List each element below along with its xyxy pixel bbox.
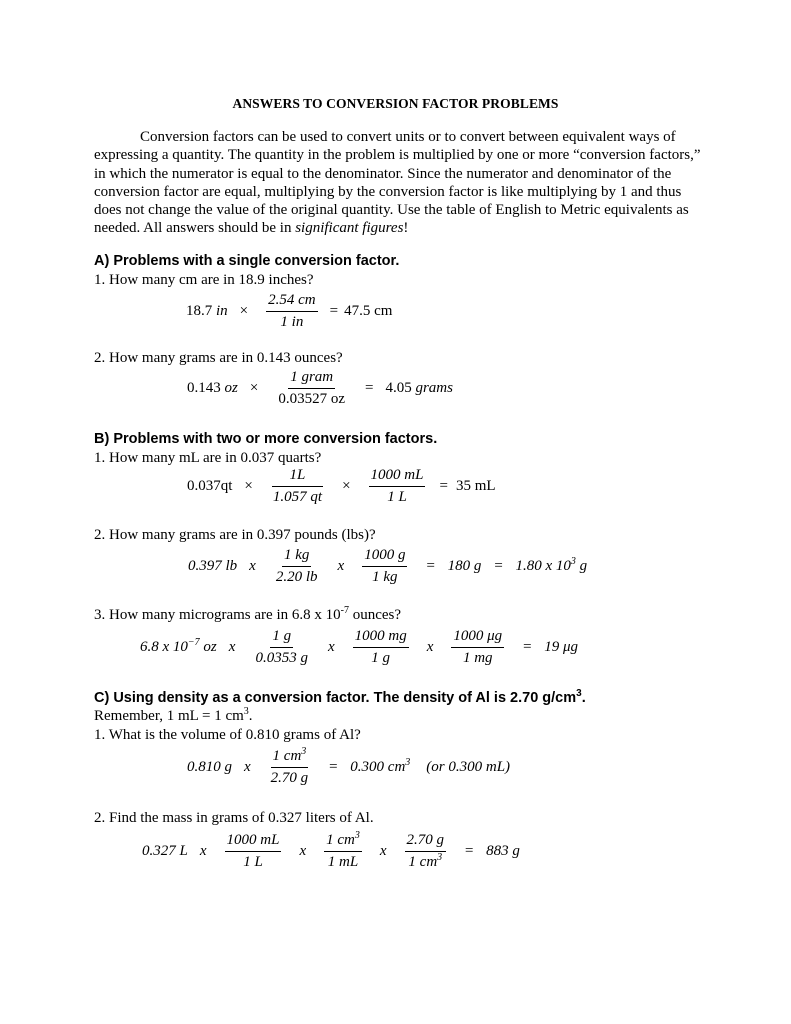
factor-numerator: 1000 mg — [353, 628, 409, 648]
equation-a1 — [186, 292, 392, 331]
factor-denominator: 1 g — [371, 650, 391, 666]
factor-denominator: 1.057 qt — [272, 489, 323, 505]
multiply-sign: x — [379, 843, 387, 859]
factor-numerator: 1000 mL — [225, 832, 282, 852]
section-a-heading: A) Problems with a single conversion factor. — [94, 253, 400, 269]
factor-numerator: 1 g — [270, 628, 293, 648]
question-b1: 1. How many mL are in 0.037 quarts? — [94, 450, 322, 466]
multiply-sign: x — [327, 639, 335, 655]
factor-denominator: 0.0353 g — [255, 650, 308, 666]
multiply-sign: x — [337, 558, 345, 574]
multiply-sign: x — [244, 759, 251, 775]
factor-numerator: 1 kg — [282, 547, 311, 567]
conversion-factor — [266, 292, 318, 331]
factor-numerator: 1L — [272, 467, 324, 487]
multiply-sign: x — [199, 843, 207, 859]
result: 4.05 grams — [385, 380, 453, 396]
multiply-sign: x — [299, 843, 307, 859]
question-b2: 2. How many grams are in 0.397 pounds (lbs)? — [94, 527, 376, 543]
intro-paragraph — [94, 128, 704, 238]
start-value: 6.8 x $10^{-7}$ oz — [140, 637, 217, 655]
question-a1: 1. How many cm are in 18.9 inches? — [94, 272, 314, 288]
remember-note: Remember, 1 mL = 1 $cm^3$. — [94, 706, 253, 724]
equals-sign: = — [425, 558, 436, 574]
section-c-heading: C) Using density as a conversion factor. The density of Al is 2.70 $g/cm^3$. — [94, 688, 586, 706]
multiply-sign: × — [244, 478, 253, 494]
question-c2: 2. Find the mass in grams of 0.327 liters of Al. — [94, 810, 374, 826]
conversion-factor — [276, 369, 347, 408]
factor-denominator: 0.03527 oz — [278, 391, 345, 407]
result-grams: 180 g — [447, 558, 482, 574]
start-value: 0.327 L — [142, 843, 188, 859]
equals-sign: = — [328, 759, 339, 775]
equation-c1 — [187, 748, 510, 787]
factor-numerator: 1000 μg — [451, 628, 504, 648]
factor-denominator: 1 $cm^3$ — [408, 852, 443, 870]
multiply-sign: x — [249, 558, 256, 574]
factor-numerator: 1000 mL — [369, 467, 426, 487]
factor-numerator: 1000 g — [362, 547, 407, 567]
equals-sign: = — [329, 303, 339, 319]
factor-numerator: 2.70 g — [405, 832, 447, 852]
factor-denominator: 1 in — [280, 314, 304, 330]
density-factor — [269, 748, 311, 787]
question-b3: 3. How many micrograms are in 6.8 x $10^{-7}$ ounces? — [94, 605, 402, 623]
factor-denominator: 2.70 g — [270, 770, 309, 786]
equation-b2 — [188, 547, 587, 586]
result: 883 g — [486, 843, 520, 859]
factor-numerator: 2.54 cm — [266, 292, 318, 312]
equation-b1 — [187, 467, 496, 506]
equals-sign: = — [464, 843, 475, 859]
equals-sign-2: = — [493, 558, 504, 574]
conversion-factor-1 — [253, 628, 310, 667]
equation-a2 — [187, 369, 453, 408]
question-c1: 1. What is the volume of 0.810 grams of Al? — [94, 727, 361, 743]
conversion-factor-3 — [451, 628, 504, 667]
result: 0.300 $cm^3$ — [350, 757, 411, 775]
result: 47.5 cm — [344, 303, 393, 319]
start-value: 0.397 lb — [188, 558, 238, 574]
equals-sign: = — [439, 478, 448, 494]
alternate-result: (or 0.300 mL) — [426, 759, 511, 775]
equation-b3 — [140, 628, 578, 667]
factor-numerator: 1 $cm^3$ — [271, 748, 309, 768]
conversion-factor-2 — [324, 832, 362, 871]
equals-sign: = — [522, 639, 533, 655]
conversion-factor-1 — [271, 467, 324, 506]
start-value: 0.810 g — [187, 759, 232, 775]
start-value: 18.7 in — [186, 303, 228, 319]
multiply-sign: x — [426, 639, 434, 655]
intro-emphasis: significant figures — [295, 220, 404, 237]
section-b-heading: B) Problems with two or more conversion factors. — [94, 431, 438, 447]
factor-denominator: 1 L — [387, 489, 407, 505]
intro-text-end: ! — [403, 220, 409, 237]
factor-denominator: 2.20 lb — [275, 569, 318, 585]
factor-numerator: 1 gram — [288, 369, 335, 389]
density-factor — [405, 832, 447, 871]
factor-denominator: 1 mL — [327, 854, 359, 870]
multiply-sign: x — [228, 639, 236, 655]
multiply-sign: × — [239, 303, 249, 319]
start-value: 0.143 oz — [187, 380, 238, 396]
conversion-factor-1 — [225, 832, 282, 871]
question-a2: 2. How many grams are in 0.143 ounces? — [94, 350, 343, 366]
equation-c2 — [142, 832, 520, 871]
equals-sign: = — [364, 380, 374, 396]
factor-denominator: 1 mg — [462, 650, 493, 666]
multiply-sign: × — [249, 380, 259, 396]
result: 19 μg — [544, 639, 579, 655]
page-title: ANSWERS TO CONVERSION FACTOR PROBLEMS — [232, 96, 559, 111]
conversion-factor-1 — [274, 547, 320, 586]
conversion-factor-2 — [369, 467, 426, 506]
start-value: 0.037qt — [187, 478, 233, 494]
intro-text: Conversion factors can be used to convert units or to convert between equivalent ways of expressing a quantity. The quantity in the problem is multiplied by one or more “conversion factors,” in which the numerator is equal to the denominator. Since the numerator and denominator of the conversion factor are equal, multiplying by the conversion factor is like multiplying by 1 and thus does not change the value of the original quantity. Use the table of English to Metric equivalents as needed. All answers should be in — [94, 129, 701, 237]
factor-denominator: 1 kg — [372, 569, 398, 585]
factor-denominator: 1 L — [243, 854, 263, 870]
factor-numerator: 1 $cm^3$ — [324, 832, 362, 852]
conversion-factor-2 — [353, 628, 409, 667]
conversion-factor-2 — [362, 547, 407, 586]
multiply-sign: × — [342, 478, 351, 494]
result: 35 mL — [455, 478, 496, 494]
result-scientific: 1.80 x $10^3$ g — [515, 556, 588, 574]
